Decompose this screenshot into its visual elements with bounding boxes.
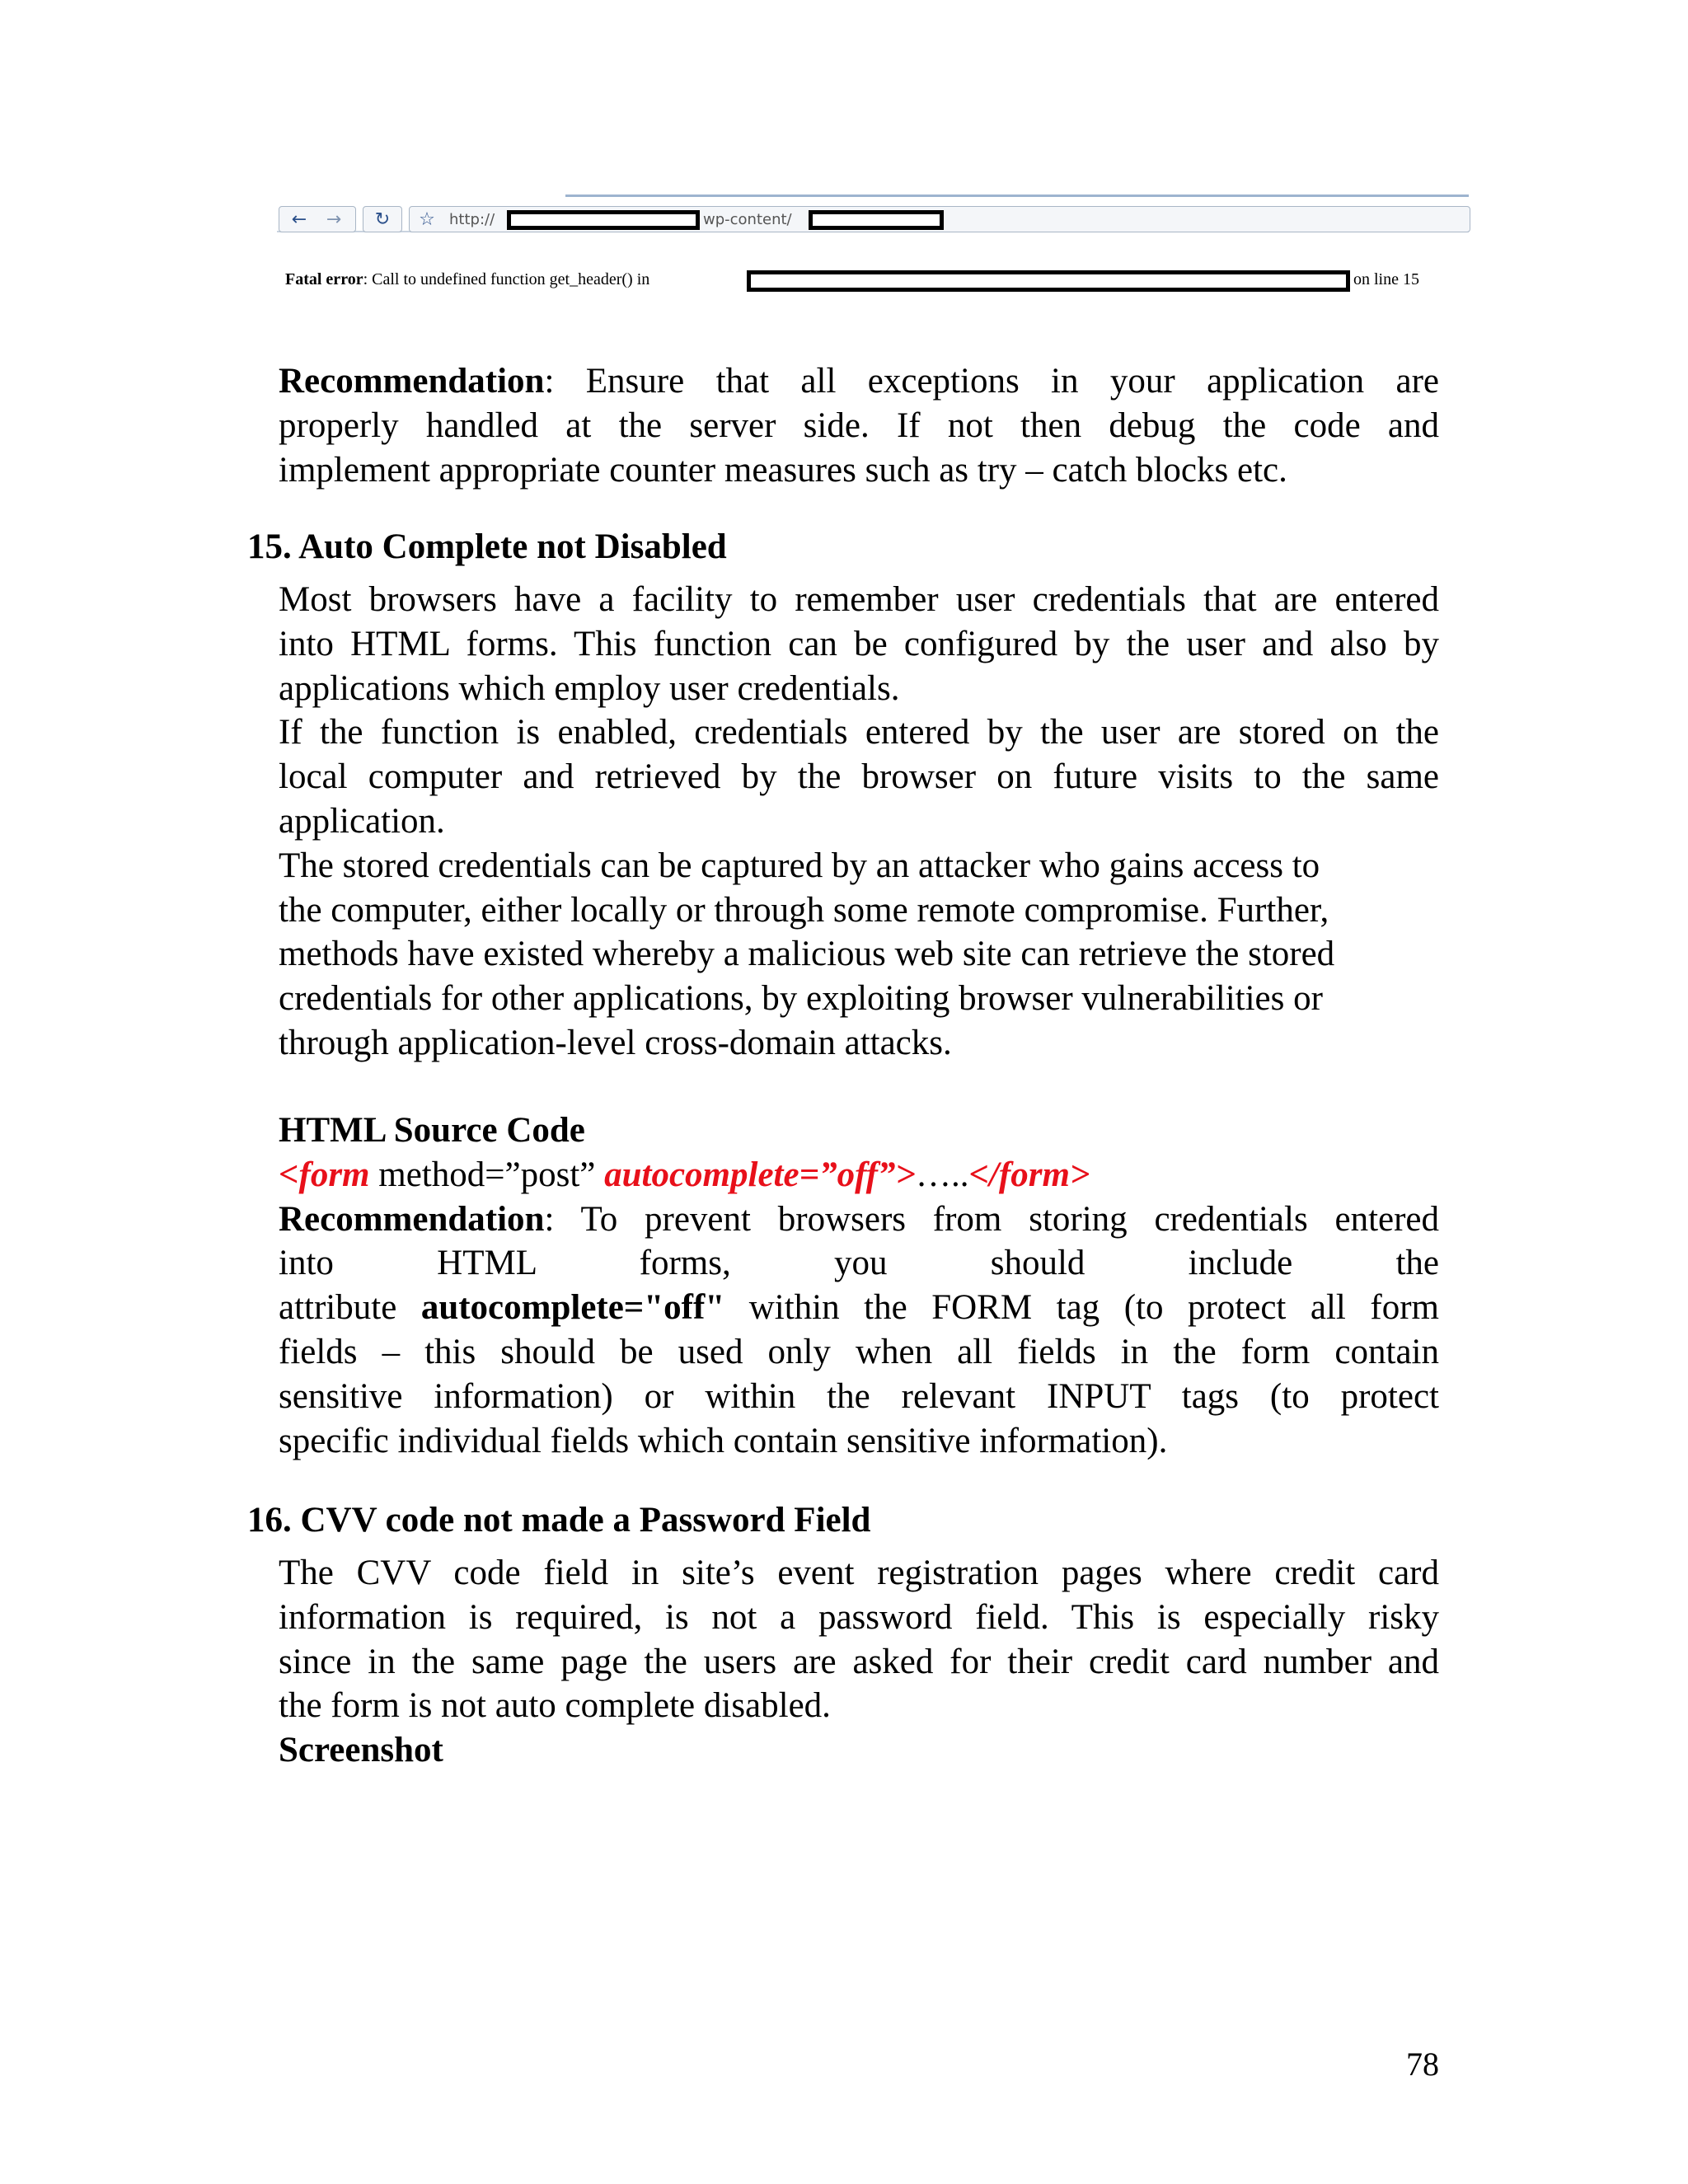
recommendation-1-line-1: Recommendation: Ensure that all exceptions in your application are [279, 362, 1439, 401]
browser-screenshot [277, 194, 1469, 303]
source-code-heading: HTML Source Code [279, 1111, 585, 1150]
path-redaction [747, 270, 1350, 292]
reload-icon: ↻ [374, 209, 391, 230]
section-15-heading: 15. Auto Complete not Disabled [247, 527, 727, 566]
url-middle: wp-content/ [703, 211, 792, 228]
section-16-body [279, 1551, 1439, 1773]
text-line: credentials for other applications, by exploiting browser vulnerabilities or [279, 979, 1323, 1019]
text-line: applications which employ user credentials. [279, 668, 900, 708]
text-line: methods have existed whereby a malicious web site can retrieve the stored [279, 935, 1335, 974]
html-source-code-block [279, 1108, 1439, 1463]
recommendation-2-line-4: fields – this should be used only when all fields in the form contain [279, 1332, 1439, 1371]
text-line: into HTML forms. This function can be configured by the user and also by [279, 624, 1439, 663]
forward-arrow-icon: → [326, 209, 342, 230]
recommendation-2-line-2: into HTML forms, you should include the [279, 1244, 1439, 1283]
url-redaction-2 [809, 210, 944, 230]
fatal-error-label: Fatal error [285, 270, 363, 288]
fatal-error-line: on line 15 [1353, 270, 1419, 288]
page-number: 78 [1406, 2046, 1439, 2083]
section-15-body [279, 578, 1439, 1066]
recommendation-2-line-3: attribute autocomplete="off" within the FORM tag (to protect all form [279, 1288, 1439, 1328]
recommendation-1-label: Recommendation [279, 362, 545, 401]
recommendation-2-line-5: sensitive information) or within the relevant INPUT tags (to protect [279, 1376, 1439, 1416]
text-line: The stored credentials can be captured by an attacker who gains access to [279, 846, 1320, 885]
fatal-error-text: : Call to undefined function get_header() in [363, 270, 650, 288]
star-icon: ☆ [419, 209, 435, 230]
browser-toolbar [277, 203, 1469, 232]
url-prefix: http:// [449, 211, 495, 228]
code-sample [279, 1153, 1439, 1197]
recommendation-1 [279, 359, 1439, 492]
text-line: through application-level cross-domain attacks. [279, 1023, 952, 1062]
code-close-tag: </form> [968, 1155, 1090, 1194]
text-line: the form is not auto complete disabled. [279, 1686, 831, 1726]
recommendation-2-label: Recommendation [279, 1199, 545, 1239]
text-line: since in the same page the users are asked for their credit card number and [279, 1642, 1439, 1681]
recommendation-1-line-2: properly handled at the server side. If not then debug the code and [279, 405, 1439, 445]
recommendation-2-line-1: Recommendation: To prevent browsers from storing credentials entered [279, 1199, 1439, 1239]
text-line: application. [279, 801, 445, 841]
recommendation-1-line-3: implement appropriate counter measures such as try – catch blocks etc. [279, 450, 1287, 490]
section-16-heading: 16. CVV code not made a Password Field [247, 1501, 871, 1540]
recommendation-2-line-6: specific individual fields which contain sensitive information). [279, 1421, 1168, 1460]
code-method: method=”post” [369, 1155, 605, 1194]
code-dots: ….. [915, 1155, 969, 1194]
back-forward-group [279, 206, 356, 232]
screenshot-top-border [565, 194, 1469, 197]
address-bar [409, 206, 1470, 232]
code-autocomplete: autocomplete=”off”> [604, 1155, 916, 1194]
fatal-error-message [285, 270, 649, 289]
reload-group [363, 206, 402, 232]
text-line: the computer, either locally or through some remote compromise. Further, [279, 890, 1329, 930]
text-line: information is required, is not a password field. This is especially risky [279, 1597, 1439, 1637]
text-line: Most browsers have a facility to remember user credentials that are entered [279, 580, 1439, 619]
text-line: If the function is enabled, credentials entered by the user are stored on the [279, 713, 1439, 752]
screenshot-label: Screenshot [279, 1731, 443, 1770]
text-line: The CVV code field in site’s event registration pages where credit card [279, 1554, 1439, 1592]
text-line: local computer and retrieved by the browser on future visits to the same [279, 757, 1439, 797]
autocomplete-attribute: autocomplete="off" [420, 1288, 725, 1328]
back-arrow-icon: ← [291, 209, 307, 230]
code-open-tag: <form [279, 1155, 370, 1194]
url-redaction-1 [507, 210, 700, 230]
